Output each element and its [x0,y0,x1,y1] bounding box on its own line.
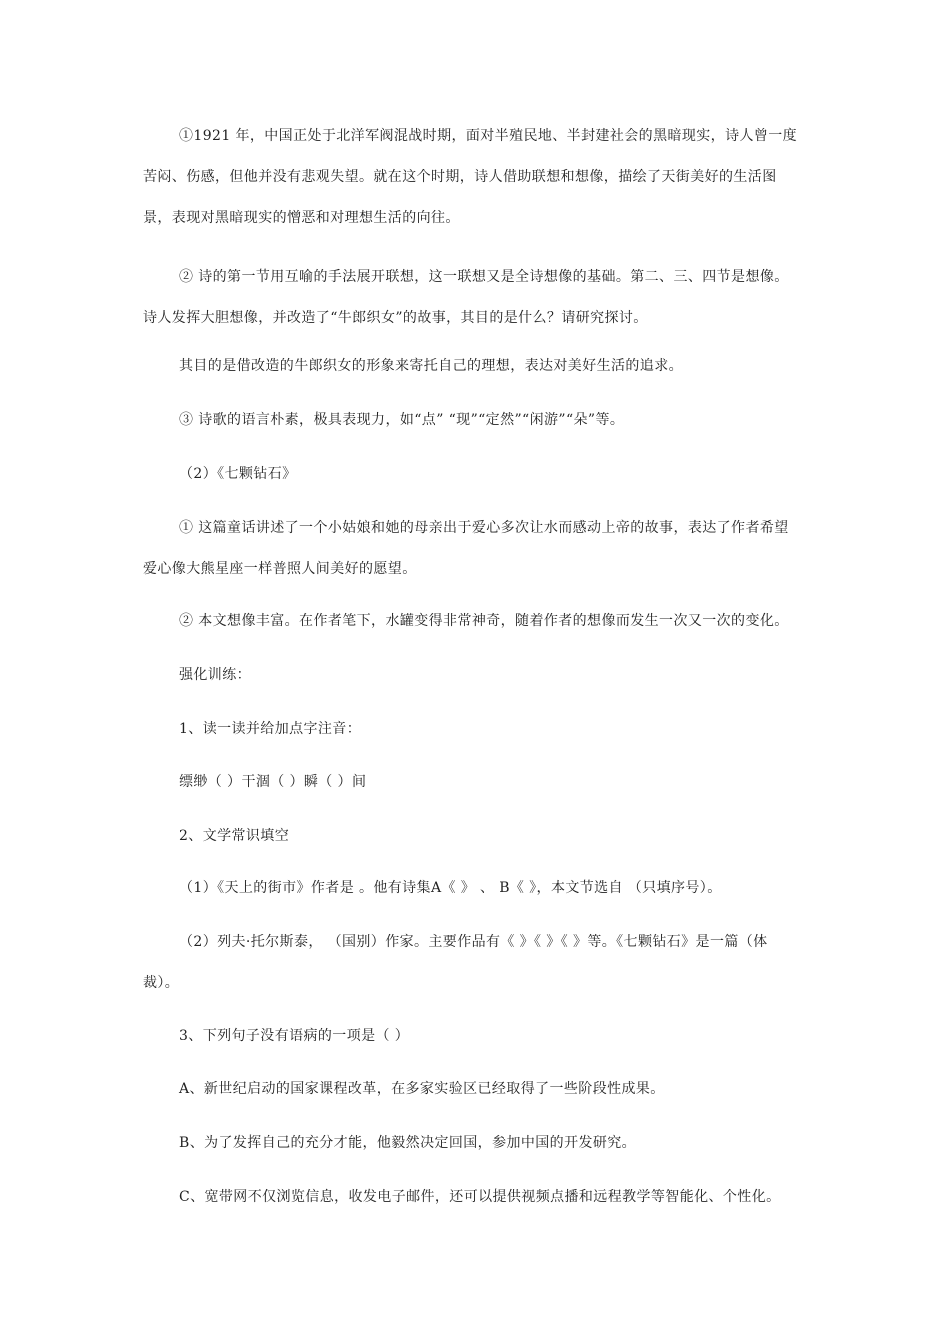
exercise-2-item-2: （2）列夫·托尔斯泰， （国别）作家。主要作品有《 》《 》《 》等。《七颗钻石》是一篇（体裁）。 [143,934,768,991]
paragraph-imagination: ② 本文想像丰富。在作者笔下，水罐变得非常神奇，随着作者的想像而发生一次又一次的变化。 [179,613,789,629]
exercise-3-prompt: 3、下列句子没有语病的一项是（ ） [179,1028,410,1044]
exercise-1-prompt: 1、读一读并给加点字注音： [179,721,362,737]
paragraph-question-2: ② 诗的第一节用互喻的手法展开联想，这一联想又是全诗想像的基础。第二、三、四节是想像。诗人发挥大胆想像，并改造了“牛郎织女”的故事，其目的是什么？请研究探讨。 [143,269,789,326]
exercise-1-items: 缥缈（ ）干涸（ ）瞬（ ）间 [179,774,367,790]
exercise-2-item-1: （1）《天上的街市》作者是 。他有诗集A《 》 、 B《 》，本文节选自 （只填序号）。 [179,880,722,896]
paragraph-background: ①1921 年，中国正处于北洋军阀混战时期，面对半殖民地、半封建社会的黑暗现实，诗人曾一度苦闷、伤感，但他并没有悲观失望。就在这个时期，诗人借助联想和想像，描绘了天街美好的生活图景，表现对黑暗现实的憎恶和对理想生活的向往。 [143,128,798,226]
exercise-2-prompt: 2、文学常识填空 [179,828,290,844]
paragraph-language: ③ 诗歌的语言朴素，极具表现力，如“点” “现”“定然”“闲游”“朵”等。 [179,412,625,428]
exercise-3-option-c: C、宽带网不仅浏览信息，收发电子邮件，还可以提供视频点播和远程教学等智能化、个性化。 [179,1189,781,1205]
exercise-3-option-b: B、为了发挥自己的充分才能，他毅然决定回国，参加中国的开发研究。 [179,1135,637,1151]
exercise-3-option-a: A、新世纪启动的国家课程改革，在多家实验区已经取得了一些阶段性成果。 [179,1081,665,1097]
section-heading-exercises: 强化训练： [179,667,251,683]
section-heading-seven-diamonds: （2）《七颗钻石》 [179,466,297,482]
paragraph-answer: 其目的是借改造的牛郎织女的形象来寄托自己的理想，表达对美好生活的追求。 [179,358,683,374]
paragraph-story-theme: ① 这篇童话讲述了一个小姑娘和她的母亲出于爱心多次让水而感动上帝的故事，表达了作者希望爱心像大熊星座一样普照人间美好的愿望。 [143,520,789,577]
